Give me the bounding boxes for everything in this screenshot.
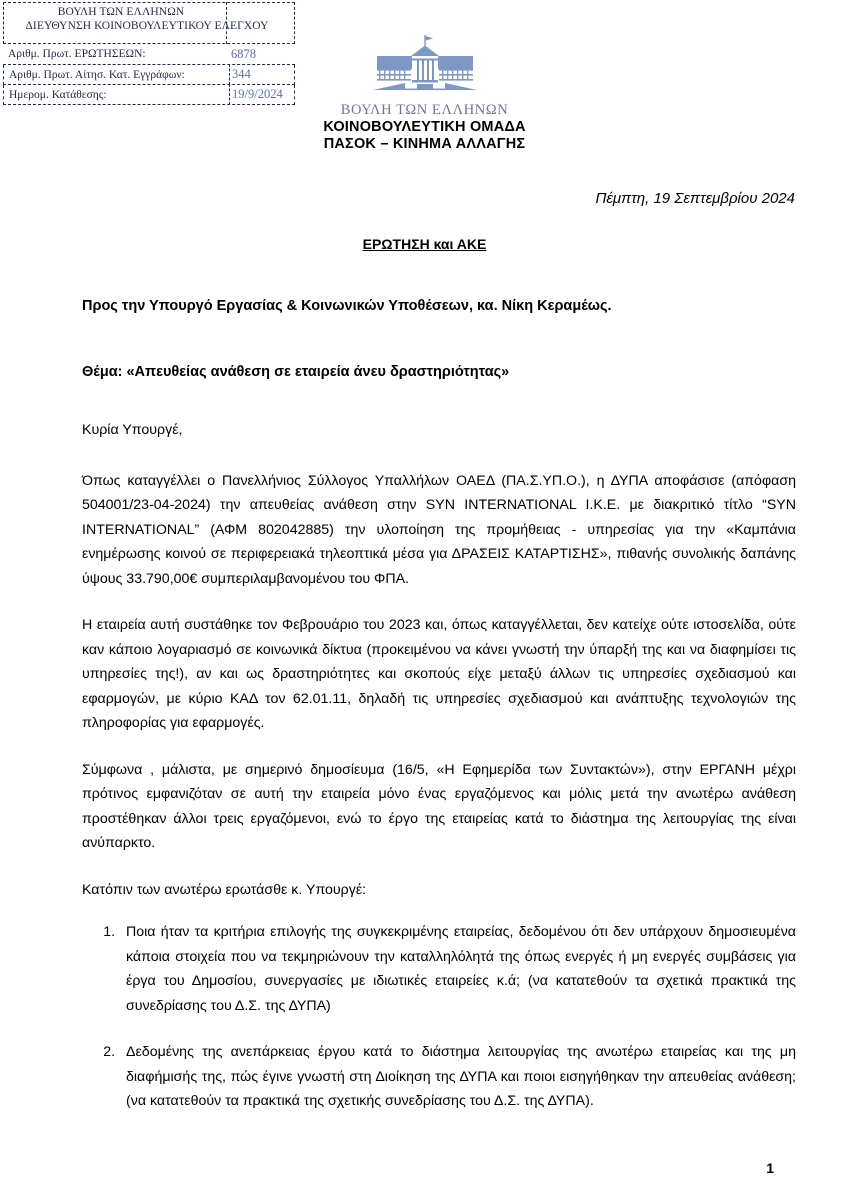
stamp-value-erotiseon: 6878	[231, 46, 256, 61]
masthead-org-line1: ΚΟΙΝΟΒΟΥΛΕΥΤΙΚΗ ΟΜΑΔΑ	[323, 119, 526, 135]
subject-line: Θέμα: «Απευθείας ανάθεση σε εταιρεία άνευ δραστηριότητας»	[82, 364, 510, 380]
recipient-line: Προς την Υπουργό Εργασίας & Κοινωνικών Υποθέσεων, κα. Νίκη Κεραμέως.	[82, 298, 612, 314]
document-heading: ΕΡΩΤΗΣΗ και ΑΚΕ	[362, 236, 487, 252]
stamp-value-aitisis: 344	[232, 67, 251, 81]
body-paragraph-3: Σύμφωνα , μάλιστα, με σημερινό δημοσίευμα (16/5, «Η Εφημερίδα των Συντακτών»), στην ΕΡΓΑΝΗ μέχρι πρότινος εμφανιζόταν σε αυτή την εταιρεία μόνο ένας εργαζόμενος και μόλις μετά την ανωτέρω ανάθεση προστέθηκαν άλλοι τρεις εργαζόμενοι, ενώ το έργο της εταιρείας κατά το διάστημα της λειτουργίας της είναι ανύπαρκτο.	[82, 761, 796, 851]
document-body	[82, 296, 796, 1136]
questions-lead-in: Κατόπιν των ανωτέρω ερωτάσθε κ. Υπουργέ:	[82, 881, 367, 898]
body-paragraph-1: Όπως καταγγέλλει ο Πανελλήνιος Σύλλογος Υπαλλήλων ΟΑΕΔ (ΠΑ.Σ.ΥΠ.Ο.), η ΔΥΠΑ αποφάσισε (απόφαση 504001/23-04-2024) την απευθείας ανάθεση στην SYN INTERNATIONAL Ι.Κ.Ε. με διακριτικό τίτλο “SYN INTERNATIONAL” (ΑΦΜ 802042885) την υλοποίηση της προμήθειας - υπηρεσίας για την «Καμπάνια ενημέρωσης κοινού σε περιφερειακά τηλεοπτικά μέσα για ΔΡΑΣΕΙΣ ΚΑΤΑΡΤΙΣΗΣ», πιθανής συνολικής δαπάνης ύψους 33.790,00€ συμπεριλαμβανομένου του ΦΠΑ.	[82, 472, 796, 587]
document-date: Πέμπτη, 19 Σεπτεμβρίου 2024	[595, 190, 795, 207]
question-item-1: 1. Ποια ήταν τα κριτήρια επιλογής της συγκεκριμένης εταιρείας, δεδομένου ότι δεν υπάρχουν δημοσιευμένα κάποια στοιχεία που να τεκμηριώνουν την καταλληλόλητά της όπως ενεργές ή μη ενεργές συμβάσεις για έργα του Δημοσίου, συνεργασίες με ιδιωτικές εταιρείες κ.ά; (να κατατεθούν τα σχετικά πρακτικά της συνεδρίασης του Δ.Σ. της ΔΥΠΑ)	[119, 920, 796, 1018]
stamp-title-line2: ΔΙΕΥΘΥΝΣΗ ΚΟΙΝΟΒΟΥΛΕΥΤΙΚΟΥ ΕΛΕΓΧΟΥ	[25, 20, 269, 32]
masthead	[0, 34, 849, 153]
stamp-label-aitisis: Αριθμ. Πρωτ. Αίτησ. Κατ. Εγγράφων:	[9, 68, 185, 81]
body-paragraph-2: Η εταιρεία αυτή συστάθηκε τον Φεβρουάριο του 2023 και, όπως καταγγέλλεται, δεν κατείχε ούτε ιστοσελίδα, ούτε καν κάποιο λογαριασμό σε κοινωνικά δίκτυα (προκειμένου να κάνει γνωστή την ύπαρξή της και να διαφημίσει τις υπηρεσίες της!), αν και ως δραστηριότητες και σκοπούς είχε μεταξύ άλλων τις υπηρεσίες σχεδιασμού και εφαρμογών, με κύριο ΚΑΔ τον 62.01.11, δηλαδή τις υπηρεσίες σχεδιασμού και ανάπτυξης τεχνολογιών της πληροφορίας για εφαρμογές.	[82, 617, 796, 731]
masthead-org-serif: ΒΟΥΛΗ ΤΩΝ ΕΛΛΗΝΩΝ	[340, 102, 509, 118]
page-number: 1	[766, 1160, 774, 1176]
masthead-org-line2: ΠΑΣΟΚ – ΚΙΝΗΜΑ ΑΛΛΑΓΗΣ	[323, 136, 526, 152]
stamp-title-line1: ΒΟΥΛΗ ΤΩΝ ΕΛΛΗΝΩΝ	[57, 6, 185, 18]
stamp-label-erotiseon: Αριθμ. Πρωτ. ΕΡΩΤΗΣΕΩΝ:	[8, 48, 146, 60]
questions-list	[82, 920, 796, 1114]
stamp-value-imerominia: 19/9/2024	[232, 87, 283, 101]
salutation: Κυρία Υπουργέ,	[82, 422, 183, 438]
question-item-2: 2. Δεδομένης της ανεπάρκειας έργου κατά το διάστημα λειτουργίας της ανωτέρω εταιρείας και της μη διαφήμισής της, πώς έγινε γνωστή στη Διοίκηση της ΔΥΠΑ και ποιοι εισηγήθηκαν την απευθείας ανάθεση; (να κατατεθούν τα πρακτικά της σχετικής συνεδρίασης του Δ.Σ. της ΔΥΠΑ).	[119, 1040, 796, 1114]
hellenic-parliament-building-logo	[365, 34, 485, 100]
stamp-label-imerominia: Ημερομ. Κατάθεσης:	[9, 88, 107, 101]
